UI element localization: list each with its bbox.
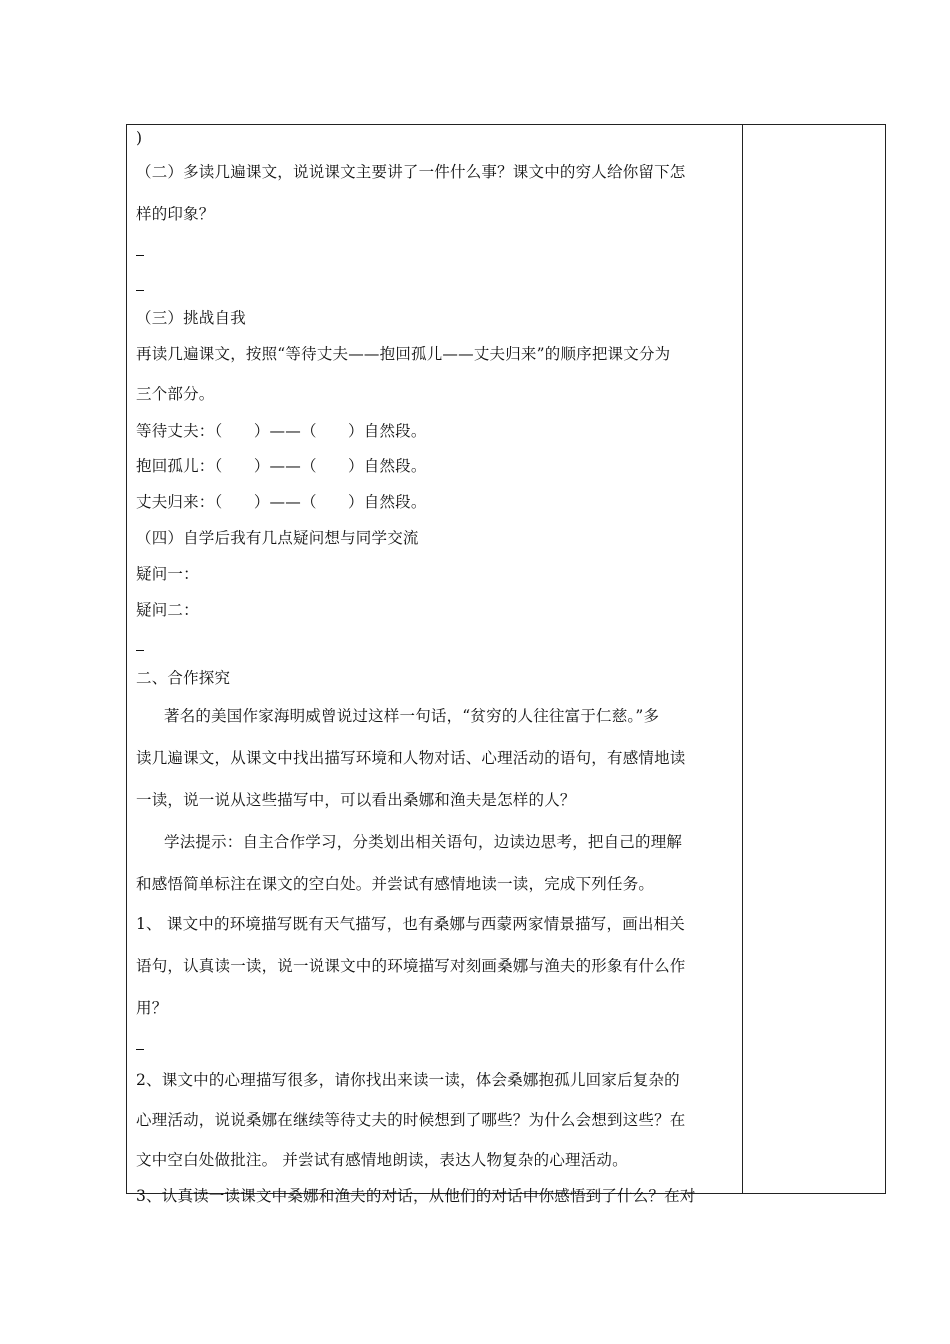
text-line: 文中空白处做批注。 并尝试有感情地朗读，表达人物复杂的心理活动。 bbox=[136, 1151, 628, 1169]
answer-blank bbox=[136, 1049, 144, 1050]
task-one: 1、 课文中的环境描写既有天气描写，也有桑娜与西蒙两家情景描写，画出相关 bbox=[136, 915, 685, 933]
paragraph-range-1: 等待丈夫：（ ）——（ ）自然段。 bbox=[136, 422, 427, 440]
paragraph-range-2: 抱回孤儿：（ ）——（ ）自然段。 bbox=[136, 457, 427, 475]
answer-blank bbox=[136, 255, 144, 256]
part-two-heading: 二、合作探究 bbox=[136, 669, 231, 687]
task-two: 2、课文中的心理描写很多，请你找出来读一读，体会桑娜抱孤儿回家后复杂的 bbox=[136, 1071, 680, 1089]
answer-blank bbox=[136, 650, 144, 651]
question-one-label: 疑问一： bbox=[136, 565, 199, 583]
answer-blank bbox=[136, 290, 144, 291]
section-four-heading: （四）自学后我有几点疑问想与同学交流 bbox=[136, 529, 419, 547]
text-line: ) bbox=[136, 129, 143, 147]
text-line: 和感悟简单标注在课文的空白处。并尝试有感情地读一读，完成下列任务。 bbox=[136, 875, 655, 893]
text-line: 再读几遍课文，按照“等待丈夫——抱回孤儿——丈夫归来”的顺序把课文分为 bbox=[136, 345, 671, 363]
study-tip: 学法提示：自主合作学习，分类划出相关语句，边读边思考，把自己的理解 bbox=[164, 833, 683, 851]
notes-column-divider bbox=[742, 124, 743, 1194]
section-three-heading: （三）挑战自我 bbox=[136, 309, 246, 327]
text-line: 三个部分。 bbox=[136, 385, 215, 403]
text-line: 心理活动，说说桑娜在继续等待丈夫的时候想到了哪些？为什么会想到这些？在 bbox=[136, 1111, 686, 1129]
text-line: 用？ bbox=[136, 999, 168, 1017]
text-line: 著名的美国作家海明威曾说过这样一句话，“贫穷的人往往富于仁慈。”多 bbox=[164, 707, 660, 725]
text-line: 读几遍课文，从课文中找出描写环境和人物对话、心理活动的语句，有感情地读 bbox=[136, 749, 686, 767]
paragraph-range-3: 丈夫归来：（ ）——（ ）自然段。 bbox=[136, 493, 427, 511]
question-two-label: 疑问二： bbox=[136, 601, 199, 619]
text-line: 一读，说一说从这些描写中，可以看出桑娜和渔夫是怎样的人？ bbox=[136, 791, 576, 809]
task-three: 3、认真读一读课文中桑娜和渔夫的对话，从他们的对话中你感悟到了什么？在对 bbox=[136, 1187, 696, 1205]
section-two-question: （二）多读几遍课文，说说课文主要讲了一件什么事？课文中的穷人给你留下怎 bbox=[136, 163, 686, 181]
worksheet-table bbox=[126, 124, 886, 1194]
text-line: 语句，认真读一读，说一说课文中的环境描写对刻画桑娜与渔夫的形象有什么作 bbox=[136, 957, 686, 975]
text-line: 样的印象？ bbox=[136, 205, 215, 223]
